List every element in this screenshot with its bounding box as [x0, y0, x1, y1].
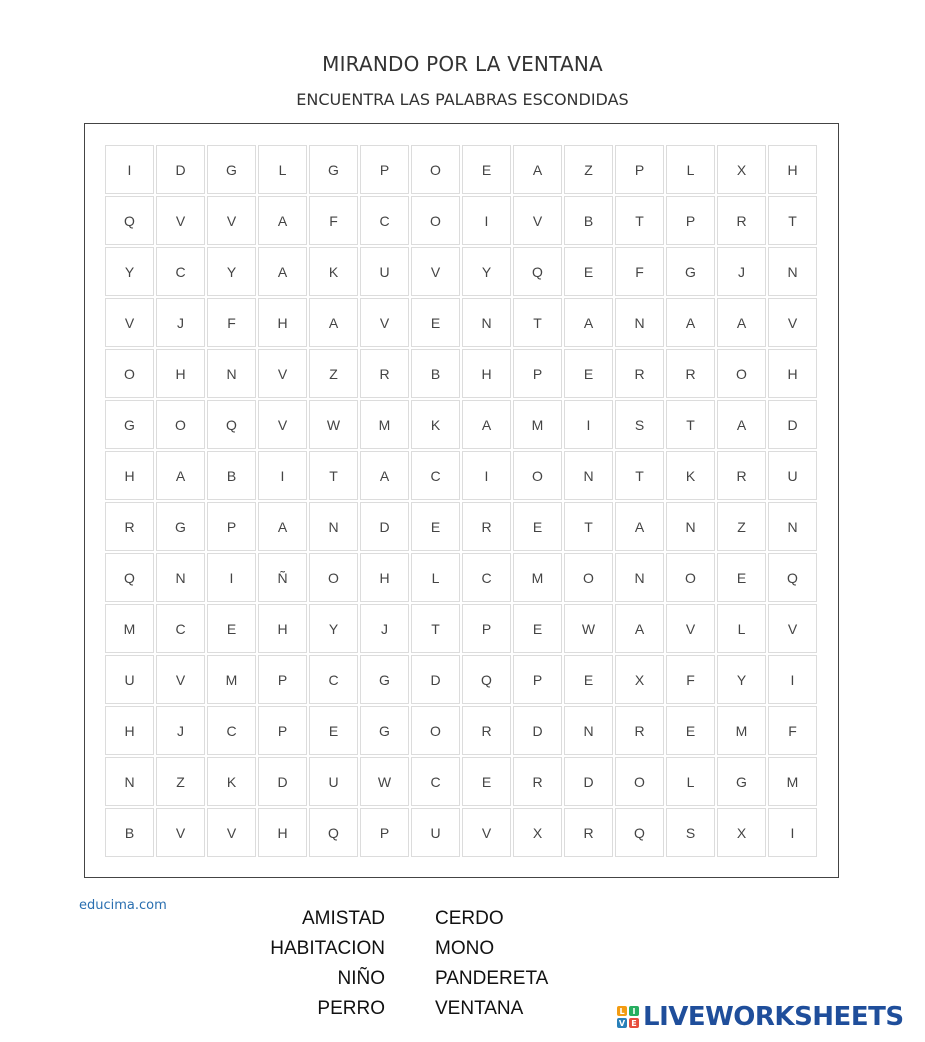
logo-mark-letter: L	[617, 1006, 627, 1016]
grid-cell[interactable]: N	[564, 706, 613, 755]
grid-cell[interactable]: H	[360, 553, 409, 602]
grid-cell[interactable]: G	[207, 145, 256, 194]
grid-cell[interactable]: K	[666, 451, 715, 500]
grid-cell[interactable]: Q	[309, 808, 358, 857]
grid-cell[interactable]: Q	[105, 196, 154, 245]
grid-cell[interactable]: N	[615, 298, 664, 347]
grid-cell[interactable]: C	[309, 655, 358, 704]
grid-cell[interactable]: J	[156, 298, 205, 347]
grid-cell[interactable]: V	[156, 196, 205, 245]
grid-cell[interactable]: V	[207, 808, 256, 857]
grid-cell[interactable]: P	[666, 196, 715, 245]
page-subtitle: ENCUENTRA LAS PALABRAS ESCONDIDAS	[296, 90, 629, 109]
grid-cell[interactable]: U	[768, 451, 817, 500]
grid-cell[interactable]: E	[513, 502, 562, 551]
grid-cell[interactable]: G	[360, 706, 409, 755]
grid-cell[interactable]: U	[309, 757, 358, 806]
grid-cell[interactable]: U	[411, 808, 460, 857]
grid-cell[interactable]: W	[360, 757, 409, 806]
grid-cell[interactable]: Y	[462, 247, 511, 296]
word-item: PANDERETA	[435, 968, 549, 989]
grid-cell[interactable]: R	[462, 706, 511, 755]
grid-cell[interactable]: R	[615, 349, 664, 398]
grid-cell[interactable]: M	[513, 400, 562, 449]
grid-cell[interactable]: P	[258, 706, 307, 755]
grid-cell[interactable]: E	[462, 757, 511, 806]
word-item: AMISTAD	[301, 908, 385, 929]
grid-cell[interactable]: B	[564, 196, 613, 245]
grid-cell[interactable]: V	[258, 349, 307, 398]
grid-cell[interactable]: V	[768, 604, 817, 653]
logo-mark-letter: I	[629, 1006, 639, 1016]
word-item: PERRO	[317, 998, 385, 1019]
grid-cell[interactable]: A	[615, 502, 664, 551]
grid-cell[interactable]: A	[564, 298, 613, 347]
grid-cell[interactable]: P	[207, 502, 256, 551]
grid-cell[interactable]: N	[156, 553, 205, 602]
grid-cell[interactable]: L	[717, 604, 766, 653]
grid-cell[interactable]: H	[258, 808, 307, 857]
grid-cell[interactable]: H	[258, 298, 307, 347]
grid-cell[interactable]: D	[411, 655, 460, 704]
grid-cell[interactable]: P	[462, 604, 511, 653]
grid-cell[interactable]: R	[615, 706, 664, 755]
grid-cell[interactable]: N	[207, 349, 256, 398]
grid-cell[interactable]: O	[513, 451, 562, 500]
grid-cell[interactable]: L	[666, 757, 715, 806]
grid-cell[interactable]: G	[105, 400, 154, 449]
word-item: NIÑO	[337, 968, 385, 989]
grid-cell[interactable]: H	[768, 349, 817, 398]
grid-cell[interactable]: C	[462, 553, 511, 602]
logo-mark-letter: E	[629, 1018, 639, 1028]
grid-cell[interactable]: A	[615, 604, 664, 653]
grid-cell[interactable]: G	[309, 145, 358, 194]
grid-cell[interactable]: T	[513, 298, 562, 347]
grid-cell[interactable]: M	[768, 757, 817, 806]
grid-cell[interactable]: U	[360, 247, 409, 296]
grid-cell[interactable]: Q	[768, 553, 817, 602]
liveworksheets-logo[interactable]	[617, 1002, 904, 1032]
grid-cell[interactable]: I	[207, 553, 256, 602]
grid-cell[interactable]: X	[717, 145, 766, 194]
grid-cell[interactable]: F	[666, 655, 715, 704]
logo-mark-letter: V	[618, 1018, 626, 1028]
grid-cell[interactable]: Ñ	[258, 553, 307, 602]
grid-cell[interactable]: L	[411, 553, 460, 602]
grid-cell[interactable]: H	[462, 349, 511, 398]
grid-cell[interactable]: A	[258, 502, 307, 551]
grid-cell[interactable]: D	[513, 706, 562, 755]
grid-cell[interactable]: G	[717, 757, 766, 806]
grid-cell[interactable]: T	[666, 400, 715, 449]
grid-cell[interactable]: B	[105, 808, 154, 857]
grid-cell[interactable]: O	[615, 757, 664, 806]
grid-cell[interactable]: E	[411, 502, 460, 551]
grid-cell[interactable]: E	[513, 604, 562, 653]
grid-cell[interactable]: F	[615, 247, 664, 296]
grid-cell[interactable]: D	[360, 502, 409, 551]
word-list-right	[435, 904, 548, 1024]
grid-cell[interactable]: E	[411, 298, 460, 347]
grid-cell[interactable]: N	[309, 502, 358, 551]
word-item: HABITACION	[270, 938, 385, 959]
grid-cell[interactable]: D	[768, 400, 817, 449]
grid-cell[interactable]: Q	[462, 655, 511, 704]
grid-cell[interactable]: Q	[105, 553, 154, 602]
grid-cell[interactable]: T	[309, 451, 358, 500]
grid-cell[interactable]: X	[717, 808, 766, 857]
grid-cell[interactable]: R	[462, 502, 511, 551]
grid-cell[interactable]: R	[105, 502, 154, 551]
grid-cell[interactable]: R	[666, 349, 715, 398]
source-link[interactable]: educima.com	[79, 898, 167, 913]
grid-cell[interactable]: H	[105, 451, 154, 500]
grid-cell[interactable]: O	[105, 349, 154, 398]
grid-cell[interactable]: I	[564, 400, 613, 449]
grid-cell[interactable]: E	[564, 247, 613, 296]
grid-cell[interactable]: Y	[105, 247, 154, 296]
grid-cell[interactable]: P	[360, 145, 409, 194]
grid-cell[interactable]: Z	[717, 502, 766, 551]
grid-cell[interactable]: U	[105, 655, 154, 704]
grid-cell[interactable]: V	[156, 655, 205, 704]
grid-cell[interactable]: F	[309, 196, 358, 245]
grid-cell[interactable]: O	[717, 349, 766, 398]
grid-cell[interactable]: P	[360, 808, 409, 857]
grid-cell[interactable]: D	[156, 145, 205, 194]
grid-cell[interactable]: M	[105, 604, 154, 653]
grid-cell[interactable]: V	[666, 604, 715, 653]
grid-cell[interactable]: N	[768, 502, 817, 551]
grid-cell[interactable]: Y	[309, 604, 358, 653]
word-search-grid[interactable]	[105, 145, 817, 857]
grid-cell[interactable]: R	[717, 196, 766, 245]
grid-cell[interactable]: J	[717, 247, 766, 296]
logo-text: LIVEWORKSHEETS	[643, 1002, 904, 1032]
grid-cell[interactable]: M	[513, 553, 562, 602]
grid-cell[interactable]: I	[258, 451, 307, 500]
grid-cell[interactable]: E	[309, 706, 358, 755]
grid-cell[interactable]: O	[411, 706, 460, 755]
grid-cell[interactable]: A	[462, 400, 511, 449]
grid-cell[interactable]: Z	[309, 349, 358, 398]
grid-cell[interactable]: V	[156, 808, 205, 857]
grid-cell[interactable]: B	[207, 451, 256, 500]
grid-cell[interactable]: X	[615, 655, 664, 704]
grid-cell[interactable]: Q	[207, 400, 256, 449]
grid-cell[interactable]: J	[360, 604, 409, 653]
grid-cell[interactable]: N	[666, 502, 715, 551]
grid-cell[interactable]: R	[717, 451, 766, 500]
grid-cell[interactable]: O	[411, 145, 460, 194]
grid-cell[interactable]: V	[462, 808, 511, 857]
grid-cell[interactable]: L	[666, 145, 715, 194]
grid-cell[interactable]: G	[666, 247, 715, 296]
word-item: VENTANA	[435, 998, 524, 1019]
grid-cell[interactable]: Z	[564, 145, 613, 194]
grid-cell[interactable]: P	[513, 349, 562, 398]
grid-cell[interactable]: N	[564, 451, 613, 500]
grid-cell[interactable]: E	[564, 655, 613, 704]
grid-cell[interactable]: M	[360, 400, 409, 449]
grid-cell[interactable]: H	[105, 706, 154, 755]
grid-cell[interactable]: S	[666, 808, 715, 857]
grid-cell[interactable]: X	[513, 808, 562, 857]
grid-cell[interactable]: V	[360, 298, 409, 347]
grid-cell[interactable]: Y	[717, 655, 766, 704]
logo-mark-icon	[617, 1006, 639, 1028]
grid-cell[interactable]: T	[615, 451, 664, 500]
grid-cell[interactable]: V	[207, 196, 256, 245]
grid-cell[interactable]: G	[156, 502, 205, 551]
grid-cell[interactable]: N	[105, 757, 154, 806]
grid-cell[interactable]: E	[666, 706, 715, 755]
grid-cell[interactable]: E	[564, 349, 613, 398]
grid-cell[interactable]: B	[411, 349, 460, 398]
grid-cell[interactable]: T	[768, 196, 817, 245]
grid-cell[interactable]: K	[411, 400, 460, 449]
grid-cell[interactable]: R	[513, 757, 562, 806]
grid-cell[interactable]: C	[411, 757, 460, 806]
grid-cell[interactable]: K	[207, 757, 256, 806]
grid-cell[interactable]: W	[309, 400, 358, 449]
grid-cell[interactable]: I	[768, 808, 817, 857]
grid-cell[interactable]: V	[411, 247, 460, 296]
grid-cell[interactable]: N	[768, 247, 817, 296]
grid-cell[interactable]: A	[156, 451, 205, 500]
grid-cell[interactable]: M	[717, 706, 766, 755]
grid-cell[interactable]: P	[615, 145, 664, 194]
grid-cell[interactable]: I	[768, 655, 817, 704]
grid-cell[interactable]: V	[258, 400, 307, 449]
grid-cell[interactable]: K	[309, 247, 358, 296]
word-list-left	[230, 904, 385, 1024]
grid-cell[interactable]: E	[207, 604, 256, 653]
grid-cell[interactable]: A	[717, 400, 766, 449]
grid-cell[interactable]: I	[462, 451, 511, 500]
grid-cell[interactable]: A	[513, 145, 562, 194]
grid-cell[interactable]: C	[156, 604, 205, 653]
grid-cell[interactable]: O	[666, 553, 715, 602]
grid-cell[interactable]: O	[411, 196, 460, 245]
word-item: CERDO	[435, 908, 504, 929]
grid-cell[interactable]: D	[258, 757, 307, 806]
grid-cell[interactable]: C	[156, 247, 205, 296]
grid-cell[interactable]: V	[768, 298, 817, 347]
grid-cell[interactable]: T	[564, 502, 613, 551]
grid-cell[interactable]: R	[564, 808, 613, 857]
grid-cell[interactable]: Z	[156, 757, 205, 806]
grid-cell[interactable]: R	[360, 349, 409, 398]
grid-cell[interactable]: V	[105, 298, 154, 347]
grid-cell[interactable]: Q	[513, 247, 562, 296]
grid-cell[interactable]: P	[258, 655, 307, 704]
grid-cell[interactable]: C	[411, 451, 460, 500]
grid-cell[interactable]: V	[513, 196, 562, 245]
grid-cell[interactable]: E	[462, 145, 511, 194]
grid-cell[interactable]: N	[615, 553, 664, 602]
grid-cell[interactable]: I	[462, 196, 511, 245]
grid-cell[interactable]: S	[615, 400, 664, 449]
grid-cell[interactable]: H	[768, 145, 817, 194]
grid-cell[interactable]: Y	[207, 247, 256, 296]
grid-cell[interactable]: W	[564, 604, 613, 653]
grid-cell[interactable]: L	[258, 145, 307, 194]
grid-cell[interactable]: N	[462, 298, 511, 347]
page-title: MIRANDO POR LA VENTANA	[322, 52, 603, 76]
grid-cell[interactable]: I	[105, 145, 154, 194]
grid-cell[interactable]: C	[207, 706, 256, 755]
grid-cell[interactable]: O	[564, 553, 613, 602]
grid-cell[interactable]: A	[360, 451, 409, 500]
grid-cell[interactable]: O	[309, 553, 358, 602]
grid-cell[interactable]: O	[156, 400, 205, 449]
grid-cell[interactable]: H	[156, 349, 205, 398]
grid-cell[interactable]: D	[564, 757, 613, 806]
grid-cell[interactable]: A	[258, 247, 307, 296]
grid-cell[interactable]: A	[666, 298, 715, 347]
word-item: MONO	[435, 938, 495, 959]
grid-cell[interactable]: T	[615, 196, 664, 245]
grid-cell[interactable]: C	[360, 196, 409, 245]
grid-cell[interactable]: F	[768, 706, 817, 755]
grid-cell[interactable]: T	[411, 604, 460, 653]
grid-cell[interactable]: F	[207, 298, 256, 347]
grid-cell[interactable]: G	[360, 655, 409, 704]
grid-cell[interactable]: E	[717, 553, 766, 602]
grid-cell[interactable]: P	[513, 655, 562, 704]
grid-cell[interactable]: H	[258, 604, 307, 653]
grid-cell[interactable]: M	[207, 655, 256, 704]
grid-cell[interactable]: A	[258, 196, 307, 245]
grid-cell[interactable]: Q	[615, 808, 664, 857]
grid-cell[interactable]: A	[717, 298, 766, 347]
grid-cell[interactable]: A	[309, 298, 358, 347]
grid-cell[interactable]: J	[156, 706, 205, 755]
